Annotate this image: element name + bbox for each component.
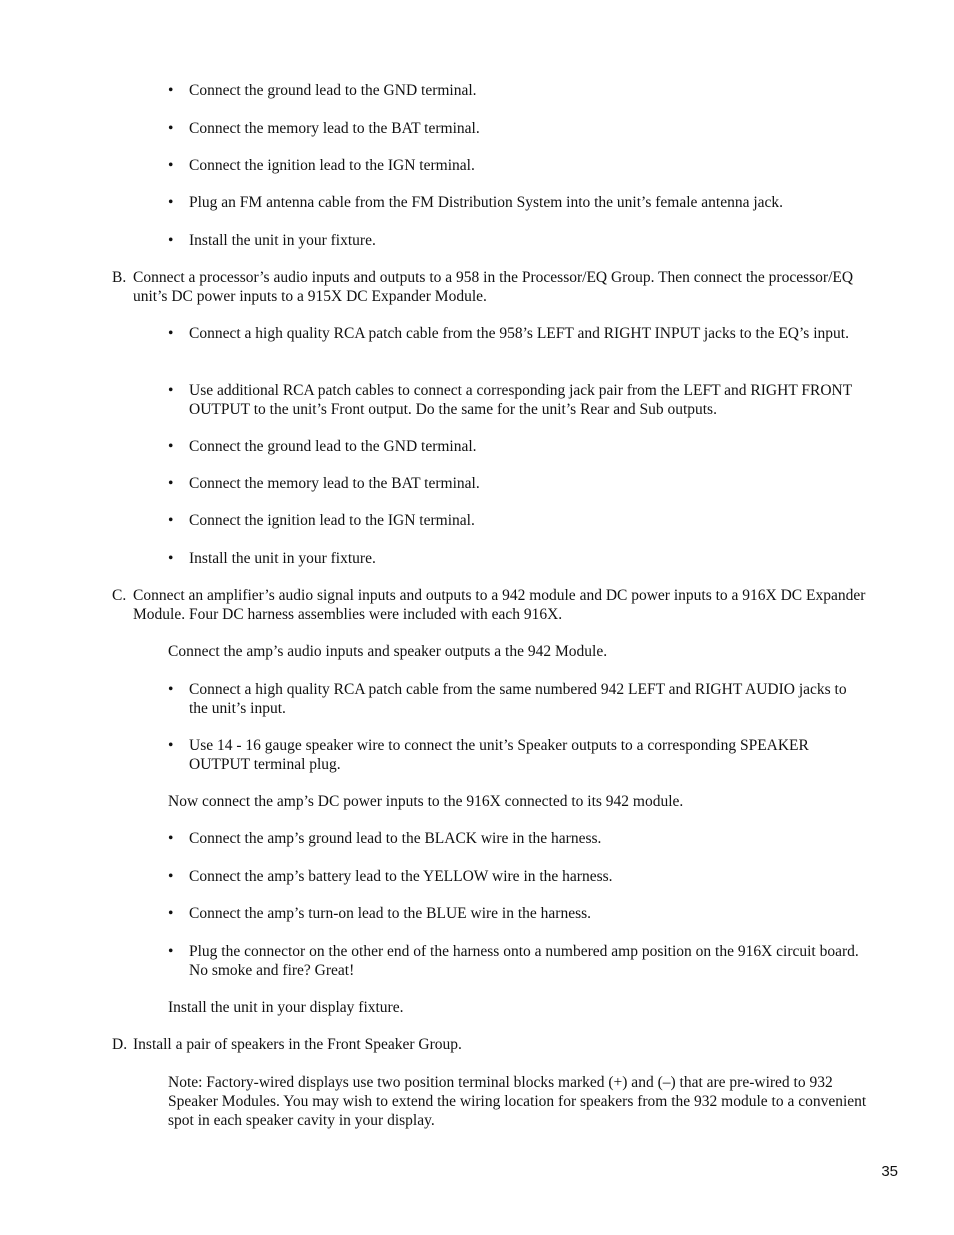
- paragraph: Install the unit in your display fixture.: [168, 999, 404, 1016]
- bullet-glyph: •: [168, 868, 174, 885]
- bullet-glyph: •: [168, 512, 174, 529]
- list-item: • Connect the ground lead to the GND terminal.: [168, 82, 477, 99]
- bullet-glyph: •: [168, 830, 174, 847]
- list-item: • Connect the amp’s turn-on lead to the BLUE wire in the harness.: [168, 905, 592, 922]
- step-letter: D.: [112, 1036, 128, 1053]
- bullet-glyph: •: [168, 120, 174, 137]
- bullet-glyph: •: [168, 475, 174, 492]
- step-b: B. Connect a processor’s audio inputs and outputs to a 958 in the Processor/EQ Group. Then connect the processor/EQ unit’s DC power inputs to a 915X DC Expander Module.: [112, 269, 854, 305]
- bullet-glyph: •: [168, 737, 174, 754]
- bullet-glyph: •: [168, 157, 174, 174]
- bullet-glyph: •: [168, 550, 174, 567]
- list-item: • Connect a high quality RCA patch cable from the same numbered 942 LEFT and RIGHT AUDIO jacks to the unit’s input.: [168, 681, 847, 717]
- list-item: • Connect the ground lead to the GND terminal.: [168, 438, 477, 455]
- list-item: • Connect the ignition lead to the IGN terminal.: [168, 157, 475, 174]
- note-paragraph: Note: Factory-wired displays use two position terminal blocks marked (+) and (–) that are pre-wired to 932 Speaker Modules. You may wish to extend the wiring location for speakers from the 932 module to a convenient spot in each speaker cavity in your display.: [168, 1074, 867, 1129]
- bullet-glyph: •: [168, 194, 174, 211]
- list-item: • Plug the connector on the other end of the harness onto a numbered amp position on the 916X circuit board. No smoke and fire? Great!: [168, 943, 859, 979]
- list-item: • Connect the memory lead to the BAT terminal.: [168, 475, 480, 492]
- list-item: • Connect a high quality RCA patch cable from the 958’s LEFT and RIGHT INPUT jacks to the EQ’s input.: [168, 325, 849, 342]
- list-item: • Plug an FM antenna cable from the FM Distribution System into the unit’s female antenna jack.: [168, 194, 784, 211]
- step-c: C. Connect an amplifier’s audio signal inputs and outputs to a 942 module and DC power inputs to a 916X DC Expander Module. Four DC harness assemblies were included with each 916X.: [112, 587, 866, 623]
- step-d: D. Install a pair of speakers in the Front Speaker Group.: [112, 1036, 462, 1053]
- list-item: • Connect the amp’s ground lead to the BLACK wire in the harness.: [168, 830, 602, 847]
- list-item: • Use additional RCA patch cables to connect a corresponding jack pair from the LEFT and RIGHT FRONT OUTPUT to the unit’s Front output. Do the same for the unit’s Rear and Sub outputs.: [168, 382, 852, 418]
- step-letter: B.: [112, 269, 127, 286]
- list-item: • Connect the ignition lead to the IGN terminal.: [168, 512, 475, 529]
- paragraph: Now connect the amp’s DC power inputs to the 916X connected to its 942 module.: [168, 793, 684, 810]
- bullet-glyph: •: [168, 82, 174, 99]
- bullet-glyph: •: [168, 905, 174, 922]
- bullet-glyph: •: [168, 382, 174, 399]
- bullet-glyph: •: [168, 438, 174, 455]
- list-item: • Install the unit in your fixture.: [168, 232, 376, 249]
- step-letter: C.: [112, 587, 127, 604]
- list-item: • Use 14 - 16 gauge speaker wire to connect the unit’s Speaker outputs to a corresponding SPEAKER OUTPUT terminal plug.: [168, 737, 809, 773]
- list-item: • Install the unit in your fixture.: [168, 550, 376, 567]
- bullet-glyph: •: [168, 943, 174, 960]
- bullet-glyph: •: [168, 325, 174, 342]
- list-item: • Connect the memory lead to the BAT terminal.: [168, 120, 480, 137]
- bullet-glyph: •: [168, 232, 174, 249]
- page-number: 35: [881, 1163, 898, 1180]
- list-item: • Connect the amp’s battery lead to the YELLOW wire in the harness.: [168, 868, 613, 885]
- paragraph: Connect the amp’s audio inputs and speaker outputs a the 942 Module.: [168, 643, 608, 660]
- bullet-glyph: •: [168, 681, 174, 698]
